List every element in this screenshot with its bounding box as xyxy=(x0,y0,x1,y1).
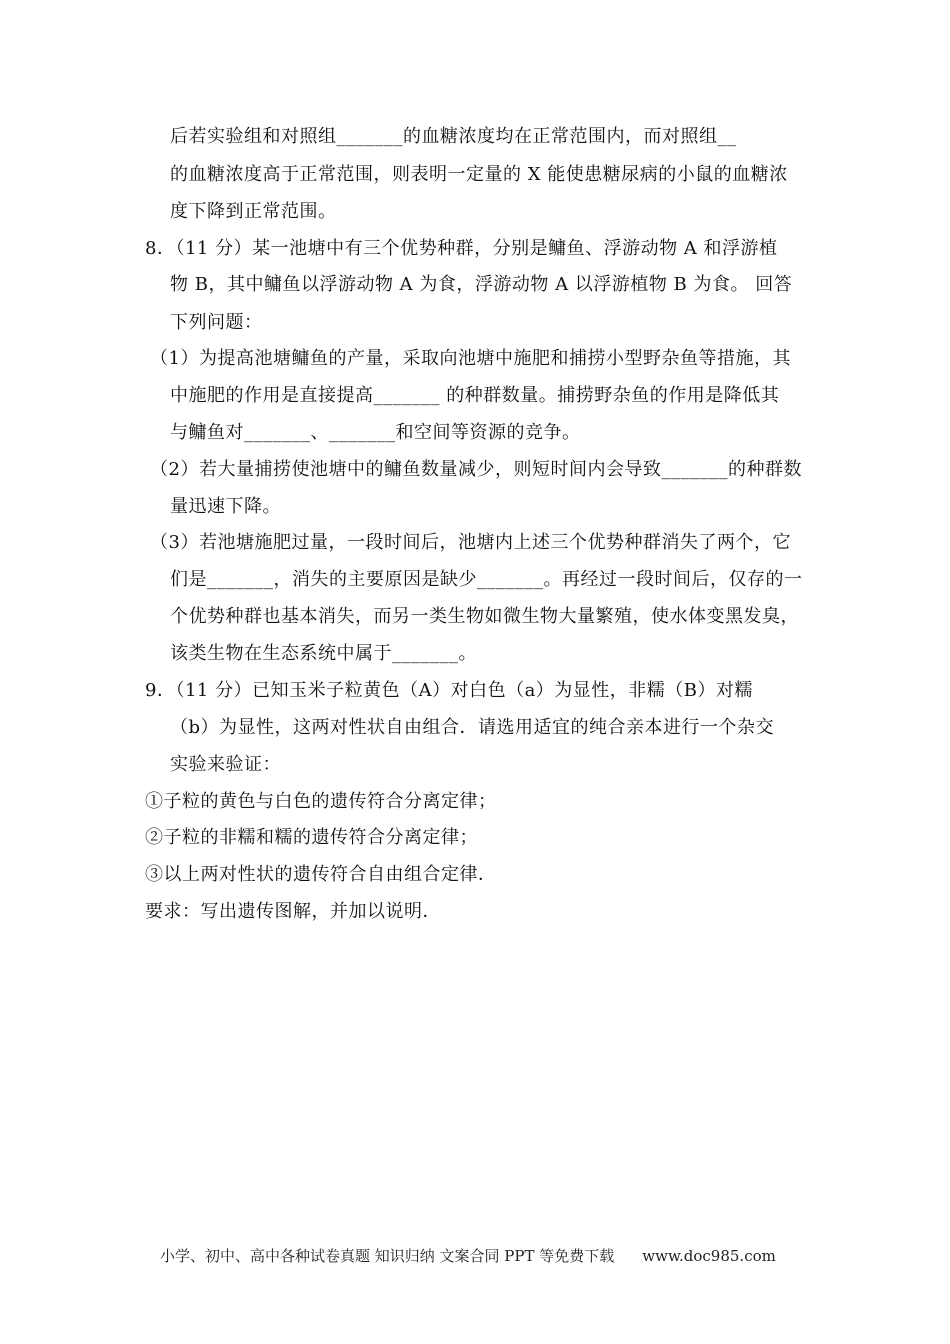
question-8-line-1: 8．（11 分）某一池塘中有三个优势种群，分别是鳙鱼、浮游动物 A 和浮游植 xyxy=(145,238,778,259)
question-9-line-3: 实验来验证： xyxy=(170,754,281,775)
question-9-item-2: ②子粒的非糯和糯的遗传符合分离定律； xyxy=(145,827,478,848)
question-8-part-1-line-2: 中施肥的作用是直接提高_______ 的种群数量。捕捞野杂鱼的作用是降低其 xyxy=(170,385,780,406)
question-8-part-3-line-4: 该类生物在生态系统中属于_______。 xyxy=(170,643,477,664)
question-8-part-1-line-3: 与鳙鱼对_______、_______和空间等资源的竞争。 xyxy=(170,422,581,443)
question-8-part-3-line-1: （3）若池塘施肥过量，一段时间后，池塘内上述三个优势种群消失了两个，它 xyxy=(150,532,791,553)
footer-url: www.doc985.com xyxy=(642,1247,776,1265)
question-9-item-1: ①子粒的黄色与白色的遗传符合分离定律； xyxy=(145,791,497,812)
question-8-line-2: 物 B，其中鳙鱼以浮游动物 A 为食，浮游动物 A 以浮游植物 B 为食。 回答 xyxy=(170,274,793,295)
question-9-line-1: 9．（11 分）已知玉米子粒黄色（A）对白色（a）为显性，非糯（B）对糯 xyxy=(145,680,754,701)
text-line-1: 后若实验组和对照组_______的血糖浓度均在正常范围内，而对照组__ xyxy=(170,126,737,147)
question-8-part-3-line-2: 们是_______，消失的主要原因是缺少_______。再经过一段时间后，仅存的一 xyxy=(170,569,803,590)
footer-text: 小学、初中、高中各种试卷真题 知识归纳 文案合同 PPT 等免费下载 xyxy=(160,1247,615,1265)
question-9-item-3: ③以上两对性状的遗传符合自由组合定律． xyxy=(145,864,497,885)
question-8-part-2-line-1: （2）若大量捕捞使池塘中的鳙鱼数量减少，则短时间内会导致_______的种群数 xyxy=(150,459,802,480)
question-8-part-3-line-3: 个优势种群也基本消失，而另一类生物如微生物大量繁殖，使水体变黑发臭， xyxy=(170,606,799,627)
text-line-2: 的血糖浓度高于正常范围，则表明一定量的 X 能使患糖尿病的小鼠的血糖浓 xyxy=(170,164,788,185)
question-9-line-2: （b）为显性，这两对性状自由组合．请选用适宜的纯合亲本进行一个杂交 xyxy=(170,717,775,738)
question-9-requirement: 要求：写出遗传图解，并加以说明． xyxy=(145,901,441,922)
text-line-3: 度下降到正常范围。 xyxy=(170,201,337,222)
question-8-line-3: 下列问题： xyxy=(170,312,263,333)
question-8-part-2-line-2: 量迅速下降。 xyxy=(170,496,281,517)
question-8-part-1-line-1: （1）为提高池塘鳙鱼的产量，采取向池塘中施肥和捕捞小型野杂鱼等措施，其 xyxy=(150,348,791,369)
page-footer xyxy=(160,1245,776,1267)
